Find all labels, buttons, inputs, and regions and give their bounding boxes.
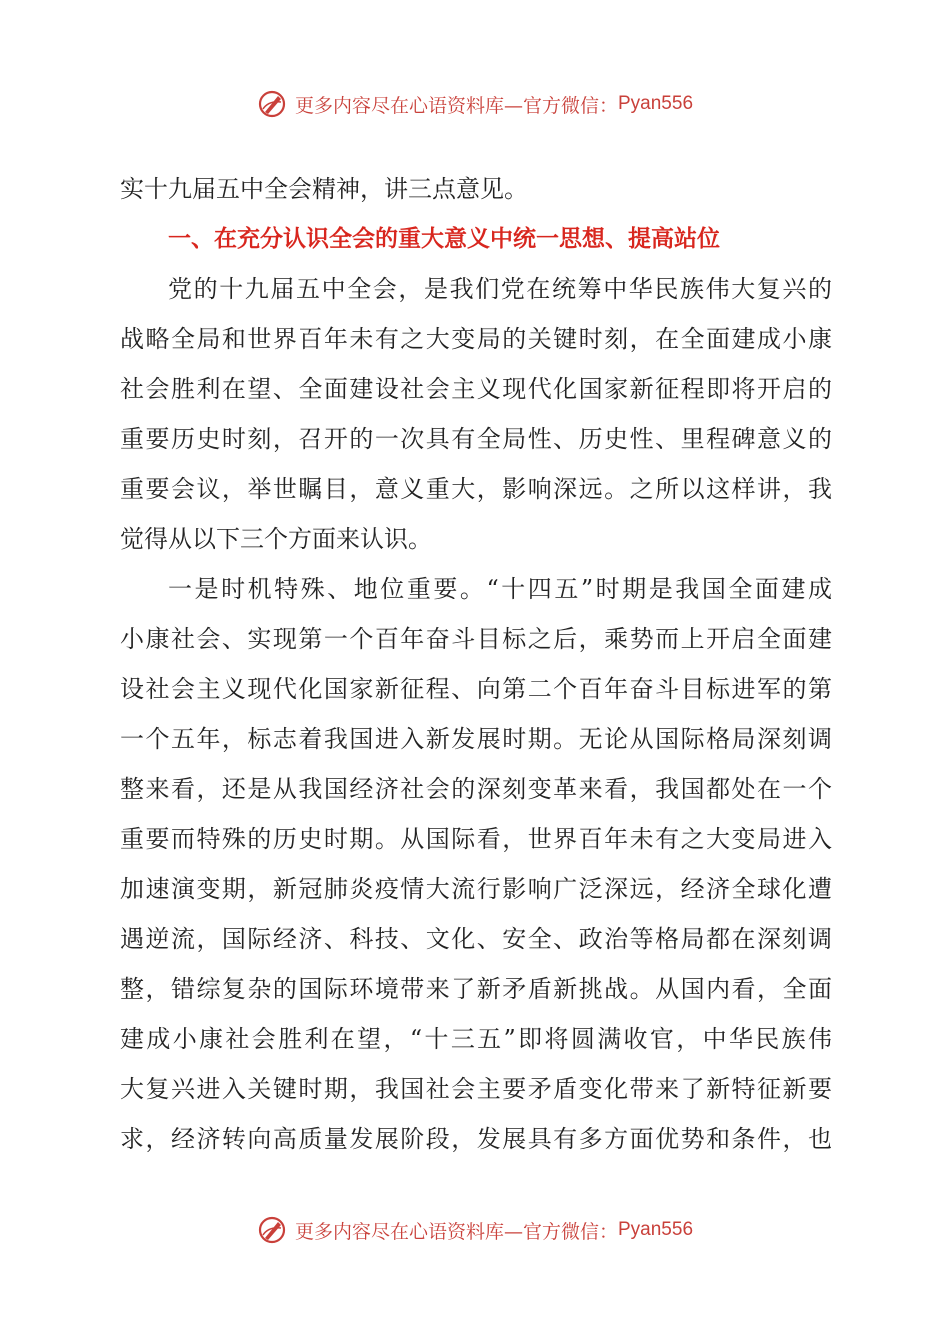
body-line: 大复兴进入关键时期，我国社会主要矛盾变化带来了新特征新要: [120, 1075, 832, 1103]
pen-logo-icon: [257, 1215, 287, 1245]
body-line: 重要历史时刻，召开的一次具有全局性、历史性、里程碑意义的: [120, 425, 832, 453]
body-line: 遇逆流，国际经济、科技、文化、安全、政治等格局都在深刻调: [120, 925, 832, 953]
body-line: 党的十九届五中全会，是我们党在统筹中华民族伟大复兴的: [168, 275, 832, 303]
body-line: 整，错综复杂的国际环境带来了新矛盾新挑战。从国内看，全面: [120, 975, 832, 1003]
body-line: 实十九届五中全会精神，讲三点意见。: [120, 175, 528, 203]
document-body: [120, 164, 832, 1164]
body-line: 一是时机特殊、地位重要。“十四五”时期是我国全面建成: [168, 575, 832, 603]
body-line: 整来看，还是从我国经济社会的深刻变革来看，我国都处在一个: [120, 775, 832, 803]
body-line: 战略全局和世界百年未有之大变局的关键时刻，在全面建成小康: [120, 325, 832, 353]
wechat-id: Pyan556: [618, 1219, 694, 1240]
body-line: 社会胜利在望、全面建设社会主义现代化国家新征程即将开启的: [120, 375, 832, 403]
section-heading: 一、在充分认识全会的重大意义中统一思想、提高站位: [168, 226, 720, 252]
header-banner: [0, 84, 950, 124]
wechat-id: Pyan556: [618, 93, 694, 114]
banner-text: 更多内容尽在心语资料库—官方微信：: [294, 94, 618, 117]
body-line: 小康社会、实现第一个百年奋斗目标之后，乘势而上开启全面建: [120, 625, 832, 653]
body-line: 一个五年，标志着我国进入新发展时期。无论从国际格局深刻调: [120, 725, 832, 753]
body-line: 重要会议，举世瞩目，意义重大，影响深远。之所以这样讲，我: [120, 475, 832, 503]
body-line: 求，经济转向高质量发展阶段，发展具有多方面优势和条件，也: [120, 1125, 832, 1153]
body-line: 加速演变期，新冠肺炎疫情大流行影响广泛深远，经济全球化遭: [120, 875, 832, 903]
body-line: 觉得从以下三个方面来认识。: [120, 525, 432, 553]
pen-logo-icon: [257, 89, 287, 119]
banner-text: 更多内容尽在心语资料库—官方微信：: [294, 1220, 618, 1243]
body-line: 设社会主义现代化国家新征程、向第二个百年奋斗目标进军的第: [120, 675, 832, 703]
body-line: 重要而特殊的历史时期。从国际看，世界百年未有之大变局进入: [120, 825, 832, 853]
body-line: 建成小康社会胜利在望，“十三五”即将圆满收官，中华民族伟: [120, 1025, 832, 1053]
footer-banner: [0, 1210, 950, 1250]
